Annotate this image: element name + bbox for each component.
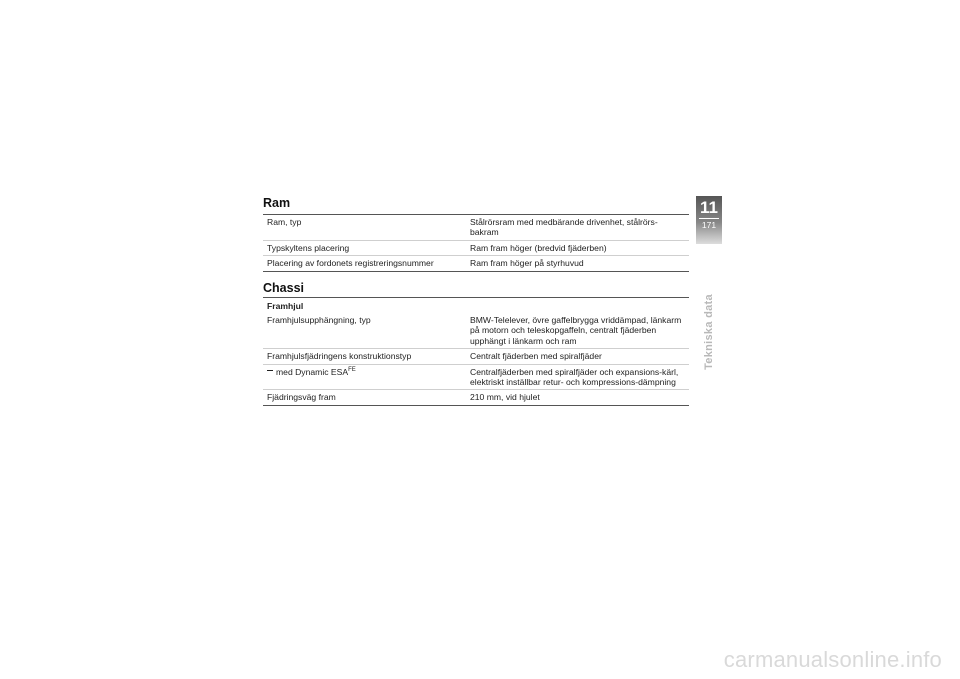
group-heading: Framhjul bbox=[263, 297, 689, 313]
row-value: 210 mm, vid hjulet bbox=[470, 392, 540, 403]
row-label: Typskyltens placering bbox=[267, 242, 350, 253]
table-row bbox=[263, 349, 689, 364]
row-label-cell bbox=[263, 367, 470, 388]
row-value: Ram fram höger på styrhuvud bbox=[470, 258, 584, 269]
table-row bbox=[263, 390, 689, 405]
row-value: Centralfjäderben med spiralfjäder och expansions-kärl, elektriskt inställbar retur- och kompressions-dämpning bbox=[470, 366, 679, 388]
table-row bbox=[263, 241, 689, 256]
section-title-ram: Ram bbox=[263, 196, 291, 210]
chapter-tab bbox=[696, 196, 722, 244]
option-superscript: FE bbox=[348, 366, 356, 373]
row-value: Centralt fjäderben med spiralfjäder bbox=[470, 351, 602, 362]
row-value: Stålrörsram med medbärande drivenhet, stålrörs-bakram bbox=[470, 217, 658, 238]
chapter-number: 11 bbox=[700, 198, 718, 217]
row-value: Ram fram höger (bredvid fjäderben) bbox=[470, 242, 607, 253]
chapter-label: Tekniska data bbox=[703, 294, 715, 370]
watermark: carmanualsonline.info bbox=[723, 647, 942, 672]
chassi-table bbox=[263, 297, 689, 406]
table-row bbox=[263, 256, 689, 271]
page-number: 171 bbox=[701, 220, 717, 230]
row-label: Framhjulsfjädringens konstruktionstyp bbox=[267, 351, 412, 362]
row-label: Ram, typ bbox=[267, 217, 302, 227]
table-row bbox=[263, 365, 689, 391]
table-row bbox=[263, 214, 689, 241]
row-label: Placering av fordonets registreringsnummer bbox=[267, 258, 434, 269]
row-label: med Dynamic ESA bbox=[276, 366, 349, 377]
row-label: Fjädringsväg fram bbox=[267, 392, 336, 403]
section-title-chassi: Chassi bbox=[263, 281, 304, 295]
row-label: Framhjulsupphängning, typ bbox=[267, 315, 371, 325]
ram-table bbox=[263, 214, 689, 272]
row-value: BMW-Telelever, övre gaffelbrygga vriddämpad, länkarm på motorn och teleskopgaffeln, centralt fjäderben upphängt i länkarm och ram bbox=[470, 315, 682, 346]
table-row bbox=[263, 313, 689, 349]
dash-icon bbox=[267, 370, 273, 371]
